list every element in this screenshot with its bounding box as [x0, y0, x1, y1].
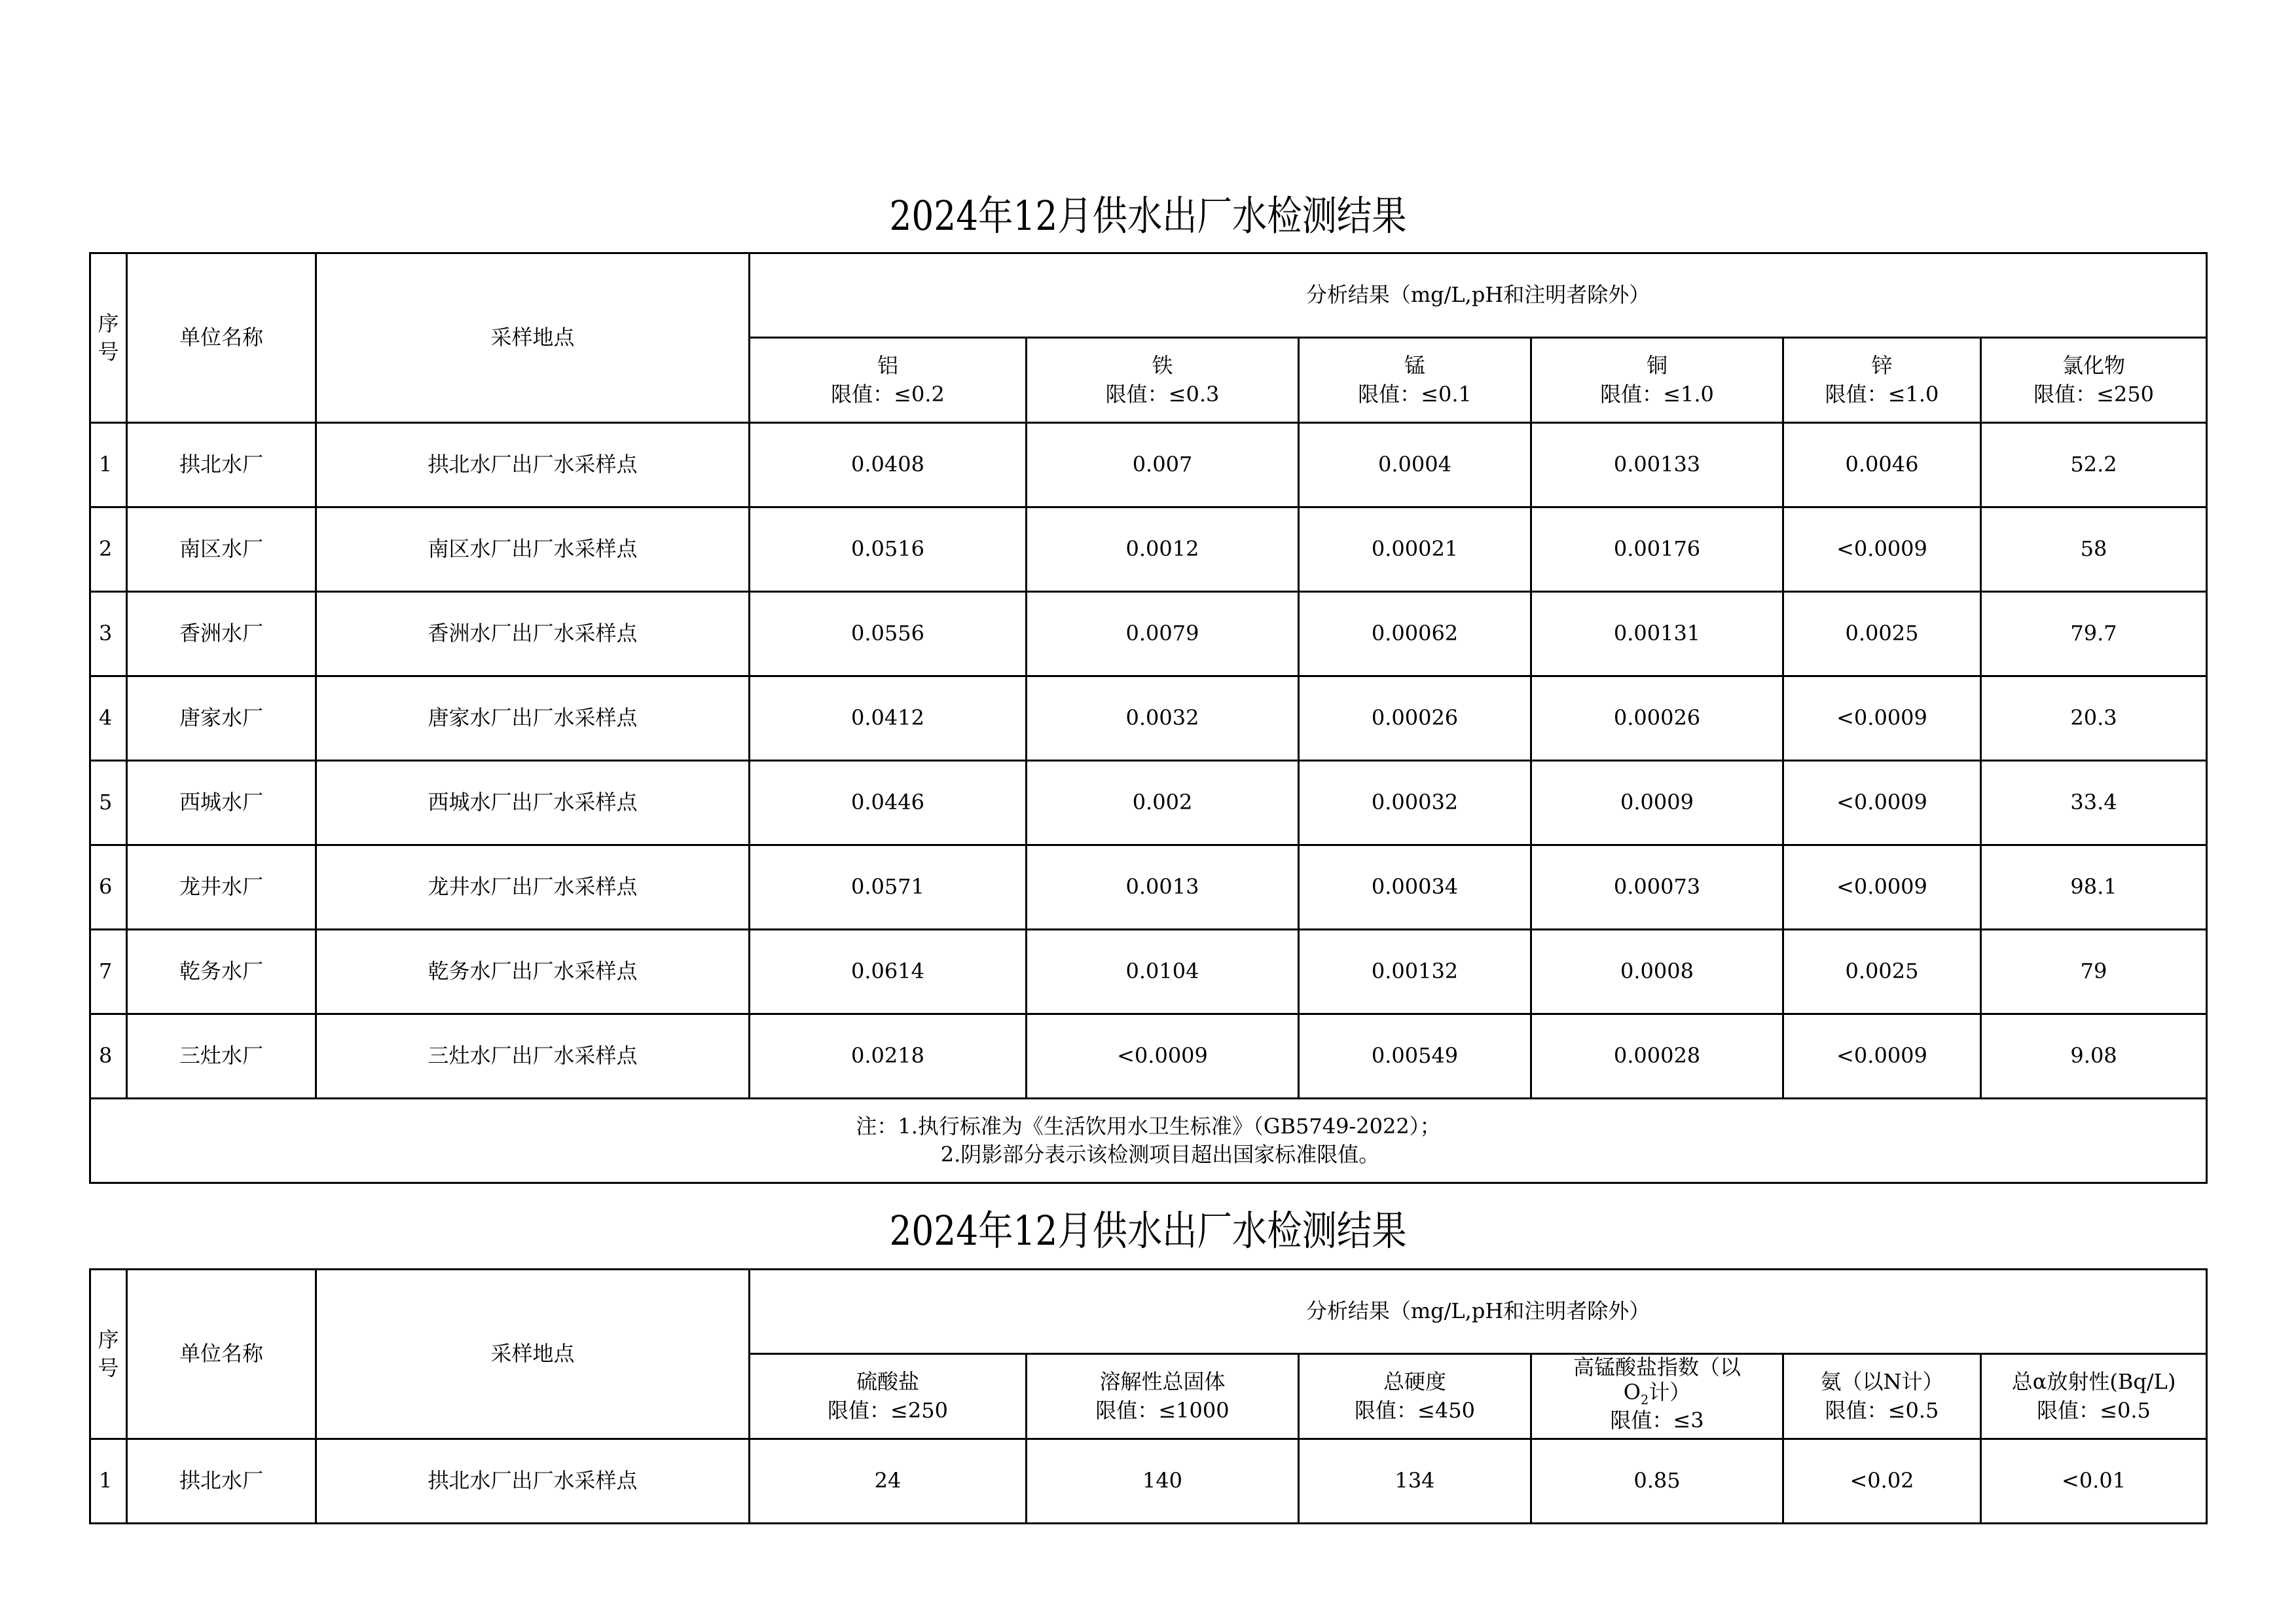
row-value: 0.00062: [1299, 592, 1531, 676]
row-seq: 1: [90, 1439, 127, 1524]
page-title-2: 2024年12月供水出厂水检测结果: [889, 1207, 1407, 1255]
row-value: 0.0556: [750, 592, 1027, 676]
row-value: 0.0079: [1027, 592, 1299, 676]
row-value: 0.0025: [1783, 930, 1981, 1014]
row-value: 0.0008: [1531, 930, 1783, 1014]
row-value: 79.7: [1981, 592, 2207, 676]
header-tds: 溶解性总固体 限值：≤1000: [1027, 1354, 1299, 1439]
table-row: [90, 930, 2207, 1014]
row-unit: 唐家水厂: [127, 676, 316, 761]
row-value: 0.00073: [1531, 845, 1783, 930]
header-hardness: 总硬度 限值：≤450: [1299, 1354, 1531, 1439]
row-value: 0.0013: [1027, 845, 1299, 930]
table-row: [90, 507, 2207, 592]
notes-row: [90, 1099, 2207, 1183]
table-row: [90, 761, 2207, 845]
row-value: <0.0009: [1027, 1014, 1299, 1099]
table-row: [90, 1014, 2207, 1099]
row-value: <0.0009: [1783, 761, 1981, 845]
row-site: 拱北水厂出厂水采样点: [316, 423, 750, 507]
row-seq: 5: [90, 761, 127, 845]
note-2: 2.阴影部分表示该检测项目超出国家标准限值。: [940, 1142, 1380, 1167]
header-copper: 铜 限值：≤1.0: [1531, 338, 1783, 423]
table-row: [90, 1439, 2207, 1524]
row-value: 0.0516: [750, 507, 1027, 592]
row-seq: 8: [90, 1014, 127, 1099]
row-unit: 乾务水厂: [127, 930, 316, 1014]
row-value: <0.0009: [1783, 845, 1981, 930]
row-value: 0.0004: [1299, 423, 1531, 507]
row-value: <0.0009: [1783, 1014, 1981, 1099]
row-value: <0.0009: [1783, 507, 1981, 592]
row-unit: 西城水厂: [127, 761, 316, 845]
row-value: 0.00021: [1299, 507, 1531, 592]
header-alpha-radioactivity: 总α放射性(Bq/L) 限值：≤0.5: [1981, 1354, 2207, 1439]
header-ammonia: 氨（以N计） 限值：≤0.5: [1783, 1354, 1981, 1439]
row-site: 龙井水厂出厂水采样点: [316, 845, 750, 930]
row-value: 134: [1299, 1439, 1531, 1524]
results-table-1: [89, 252, 2208, 1184]
header-permanganate: 高锰酸盐指数（以 $O_2$计） 限值：≤3: [1531, 1354, 1783, 1439]
row-seq: 1: [90, 423, 127, 507]
row-value: 52.2: [1981, 423, 2207, 507]
row-unit: 香洲水厂: [127, 592, 316, 676]
row-value: 0.00026: [1299, 676, 1531, 761]
row-value: 0.0412: [750, 676, 1027, 761]
row-seq: 3: [90, 592, 127, 676]
row-value: <0.02: [1783, 1439, 1981, 1524]
table-row: [90, 423, 2207, 507]
table-row: [90, 845, 2207, 930]
row-unit: 拱北水厂: [127, 423, 316, 507]
header-unit: 单位名称: [127, 253, 316, 423]
row-seq: 7: [90, 930, 127, 1014]
row-value: 0.0571: [750, 845, 1027, 930]
row-value: 0.0614: [750, 930, 1027, 1014]
row-seq: 6: [90, 845, 127, 930]
header-iron: 铁 限值：≤0.3: [1027, 338, 1299, 423]
header-seq: 序号: [90, 253, 127, 423]
row-value: 0.0104: [1027, 930, 1299, 1014]
table-row: [90, 592, 2207, 676]
row-value: 0.002: [1027, 761, 1299, 845]
header-sulfate: 硫酸盐 限值：≤250: [750, 1354, 1027, 1439]
row-value: 0.0032: [1027, 676, 1299, 761]
row-unit: 拱北水厂: [127, 1439, 316, 1524]
row-value: 0.0446: [750, 761, 1027, 845]
row-unit: 三灶水厂: [127, 1014, 316, 1099]
results-table-2: [89, 1268, 2208, 1524]
row-unit: 龙井水厂: [127, 845, 316, 930]
row-value: 79: [1981, 930, 2207, 1014]
row-site: 香洲水厂出厂水采样点: [316, 592, 750, 676]
row-value: 0.00132: [1299, 930, 1531, 1014]
header-site: 采样地点: [316, 1270, 750, 1439]
header-analysis-group: 分析结果（mg/L,pH和注明者除外）: [750, 1270, 2207, 1354]
header-chloride: 氯化物 限值：≤250: [1981, 338, 2207, 423]
note-1: 注：1.执行标准为《生活饮用水卫生标准》（GB5749-2022）；: [856, 1113, 1441, 1139]
row-value: 0.85: [1531, 1439, 1783, 1524]
row-value: 0.0012: [1027, 507, 1299, 592]
row-value: 0.0025: [1783, 592, 1981, 676]
row-value: 0.00131: [1531, 592, 1783, 676]
header-site: 采样地点: [316, 253, 750, 423]
row-site: 三灶水厂出厂水采样点: [316, 1014, 750, 1099]
row-value: 9.08: [1981, 1014, 2207, 1099]
row-value: 0.0408: [750, 423, 1027, 507]
row-value: 20.3: [1981, 676, 2207, 761]
row-value: 0.0009: [1531, 761, 1783, 845]
page-title-1: 2024年12月供水出厂水检测结果: [889, 192, 1407, 240]
row-value: 0.00133: [1531, 423, 1783, 507]
row-value: 0.00549: [1299, 1014, 1531, 1099]
notes: [90, 1099, 2207, 1183]
row-value: 0.007: [1027, 423, 1299, 507]
row-value: 140: [1027, 1439, 1299, 1524]
row-site: 西城水厂出厂水采样点: [316, 761, 750, 845]
row-value: <0.01: [1981, 1439, 2207, 1524]
header-manganese: 锰 限值：≤0.1: [1299, 338, 1531, 423]
row-value: 0.00028: [1531, 1014, 1783, 1099]
header-unit: 单位名称: [127, 1270, 316, 1439]
row-site: 乾务水厂出厂水采样点: [316, 930, 750, 1014]
header-seq: 序号: [90, 1270, 127, 1439]
table-row: [90, 676, 2207, 761]
row-value: 58: [1981, 507, 2207, 592]
row-value: 0.0046: [1783, 423, 1981, 507]
row-value: 33.4: [1981, 761, 2207, 845]
row-unit: 南区水厂: [127, 507, 316, 592]
row-seq: 2: [90, 507, 127, 592]
row-seq: 4: [90, 676, 127, 761]
row-value: 0.00032: [1299, 761, 1531, 845]
row-value: 0.00026: [1531, 676, 1783, 761]
row-value: 0.00034: [1299, 845, 1531, 930]
row-value: <0.0009: [1783, 676, 1981, 761]
row-site: 唐家水厂出厂水采样点: [316, 676, 750, 761]
row-site: 拱北水厂出厂水采样点: [316, 1439, 750, 1524]
row-value: 0.00176: [1531, 507, 1783, 592]
header-zinc: 锌 限值：≤1.0: [1783, 338, 1981, 423]
row-value: 0.0218: [750, 1014, 1027, 1099]
header-aluminum: 铝 限值：≤0.2: [750, 338, 1027, 423]
header-analysis-group: 分析结果（mg/L,pH和注明者除外）: [750, 253, 2207, 338]
row-value: 98.1: [1981, 845, 2207, 930]
row-site: 南区水厂出厂水采样点: [316, 507, 750, 592]
row-value: 24: [750, 1439, 1027, 1524]
